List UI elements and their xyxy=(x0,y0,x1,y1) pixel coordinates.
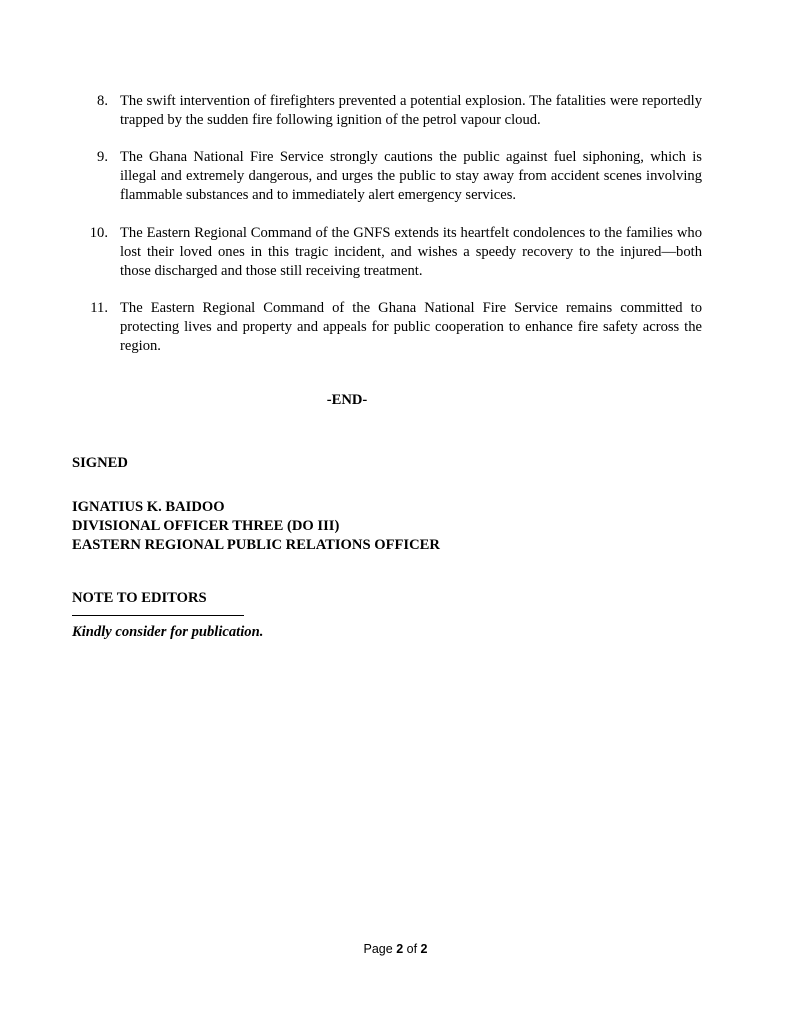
signature-block xyxy=(72,455,702,554)
list-item xyxy=(72,148,702,205)
list-item-text: The Ghana National Fire Service strongly cautions the public against fuel siphoning, which is illegal and extremely dangerous, and urges the public to stay away from accident scenes involving flammable substances and to immediately alert emergency services. xyxy=(120,149,702,204)
list-item-number: 8. xyxy=(97,93,108,109)
document-body xyxy=(72,92,702,641)
signer-name: IGNATIUS K. BAIDOO xyxy=(72,499,225,516)
signer-title: EASTERN REGIONAL PUBLIC RELATIONS OFFICER xyxy=(72,536,440,553)
note-divider xyxy=(72,615,244,616)
signed-label: SIGNED xyxy=(72,455,128,472)
list-item-number: 9. xyxy=(97,149,108,166)
list-item xyxy=(72,299,702,356)
footer-prefix: Page xyxy=(363,942,397,956)
list-item-text: The swift intervention of firefighters prevented a potential explosion. The fatalities were reportedly trapped by the sudden fire following ignition of the petrol vapour cloud. xyxy=(120,93,702,129)
list-item-number: 11. xyxy=(90,299,108,316)
end-marker: -END- xyxy=(326,392,368,409)
list-item xyxy=(72,92,702,130)
footer-total-pages: 2 xyxy=(420,942,428,956)
note-heading: NOTE TO EDITORS xyxy=(72,590,207,607)
note-to-editors xyxy=(72,590,702,641)
list-item xyxy=(72,224,702,281)
footer-current-page: 2 xyxy=(396,942,404,956)
note-body: Kindly consider for publication. xyxy=(72,624,264,641)
list-item-text: The Eastern Regional Command of the GNFS extends its heartfelt condolences to the families who lost their loved ones in this tragic incident, and wishes a speedy recovery to the injured—both those discharged and those still receiving treatment. xyxy=(120,224,702,279)
numbered-list xyxy=(72,92,702,356)
signer-rank: DIVISIONAL OFFICER THREE (DO III) xyxy=(72,517,340,534)
footer-middle: of xyxy=(403,942,421,956)
list-item-text: The Eastern Regional Command of the Ghana National Fire Service remains committed to protecting lives and property and appeals for public cooperation to enhance fire safety across the region. xyxy=(120,299,702,355)
page-footer xyxy=(0,942,791,956)
list-item-number: 10. xyxy=(89,224,108,241)
